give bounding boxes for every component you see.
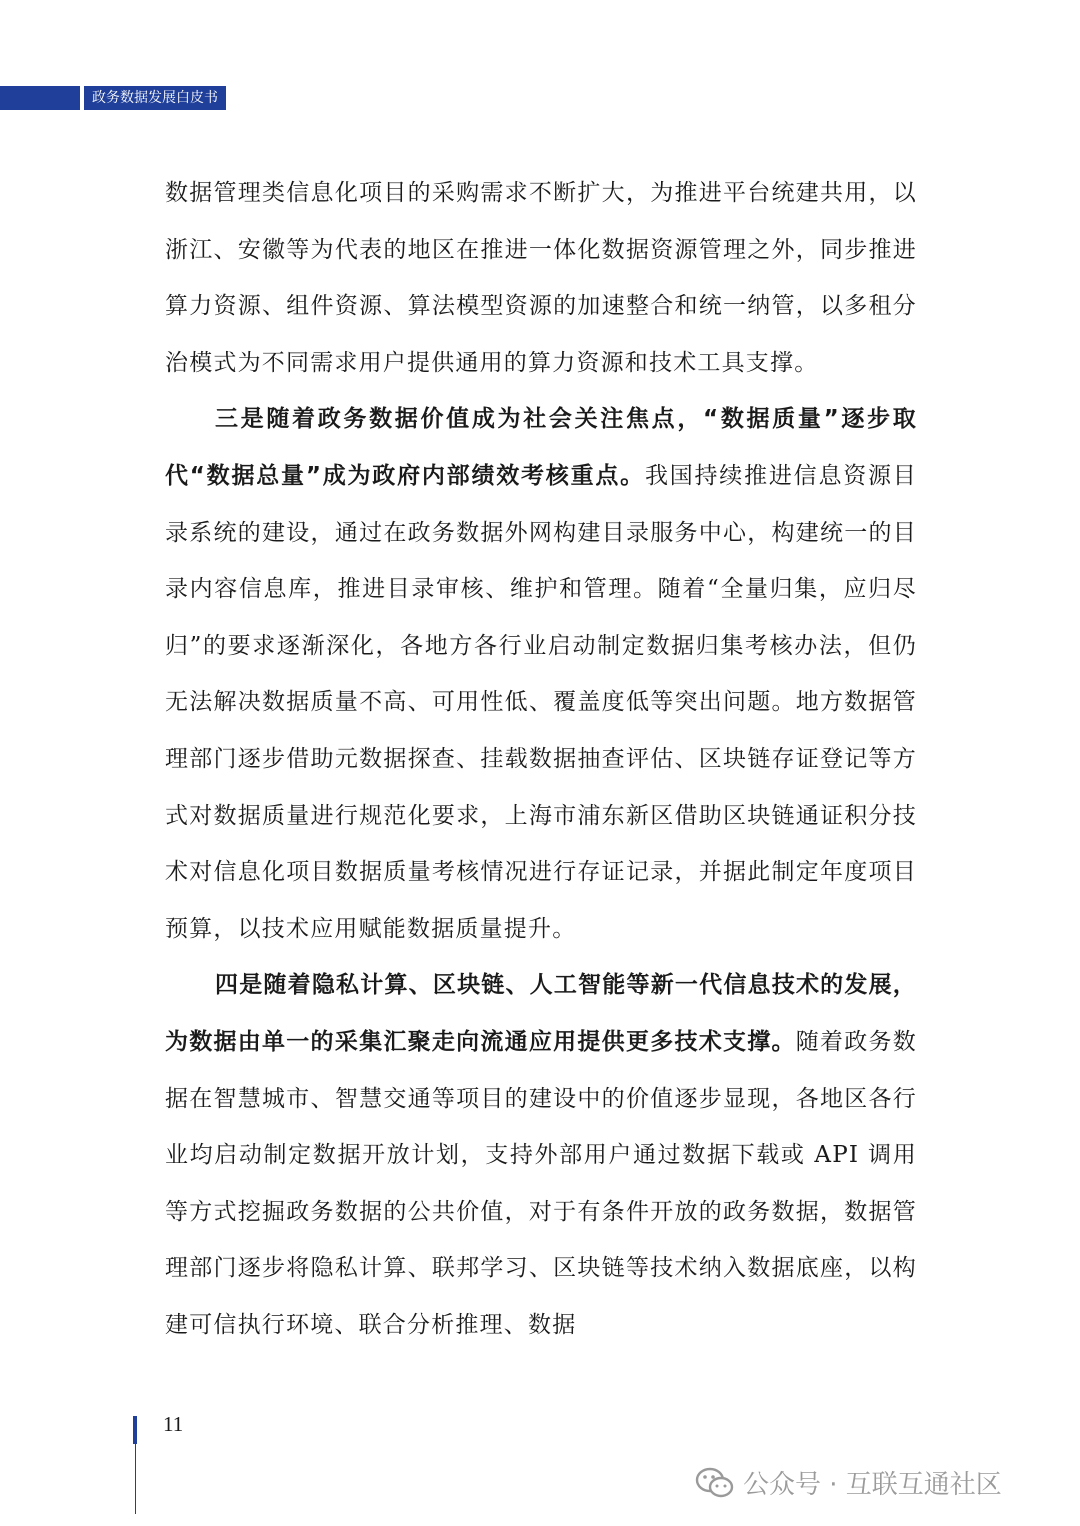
document-title-tab: 政务数据发展白皮书 xyxy=(84,86,226,110)
paragraph-3-heading: 四是随着隐私计算、区块链、人工智能等新一代信息技术的发展，为数据由单一的采集汇聚走向流通应用提供更多技术支撑。 xyxy=(165,972,917,1055)
header-accent-bar xyxy=(0,86,80,110)
paragraph-2-heading: 三是随着政务数据价值成为社会关注焦点，“数据质量”逐步取代“数据总量”成为政府内部绩效考核重点。 xyxy=(165,406,917,489)
page-marker xyxy=(133,1416,137,1444)
paragraph-2-text: 我国持续推进信息资源目录系统的建设，通过在政务数据外网构建目录服务中心，构建统一的目录内容信息库，推进目录审核、维护和管理。随着“全量归集，应归尽归”的要求逐渐深化，各地方各行业启动制定数据归集考核办法，但仍无法解决数据质量不高、可用性低、覆盖度低等突出问题。地方数据管理部门逐步借助元数据探查、挂载数据抽查评估、区块链存证登记等方式对数据质量进行规范化要求，上海市浦东新区借助区块链通证积分技术对信息化项目数据质量考核情况进行存证记录，并据此制定年度项目预算，以技术应用赋能数据质量提升。 xyxy=(165,462,918,942)
watermark xyxy=(695,1464,1002,1501)
paragraph-3 xyxy=(165,957,917,1353)
paragraph-2 xyxy=(165,391,917,957)
paragraph-3-text: 随着政务数据在智慧城市、智慧交通等项目的建设中的价值逐步显现，各地区各行业均启动制定数据开放计划，支持外部用户通过数据下载或 API 调用等方式挖掘政务数据的公共价值，对于有条件开放的政务数据，数据管理部门逐步将隐私计算、联邦学习、区块链等技术纳入数据底座，以构建可信执行环境、联合分析推理、数据 xyxy=(165,1028,918,1338)
paragraph-1: 数据管理类信息化项目的采购需求不断扩大，为推进平台统建共用，以浙江、安徽等为代表的地区在推进一体化数据资源管理之外，同步推进算力资源、组件资源、算法模型资源的加速整合和统一纳管，以多租分治模式为不同需求用户提供通用的算力资源和技术工具支撑。 xyxy=(165,180,917,376)
wechat-icon xyxy=(695,1466,735,1500)
page-rule xyxy=(135,1444,136,1514)
page-number: 11 xyxy=(163,1412,184,1436)
body-text xyxy=(165,165,917,1353)
watermark-text: 公众号 · 互联互通社区 xyxy=(743,1470,1002,1500)
